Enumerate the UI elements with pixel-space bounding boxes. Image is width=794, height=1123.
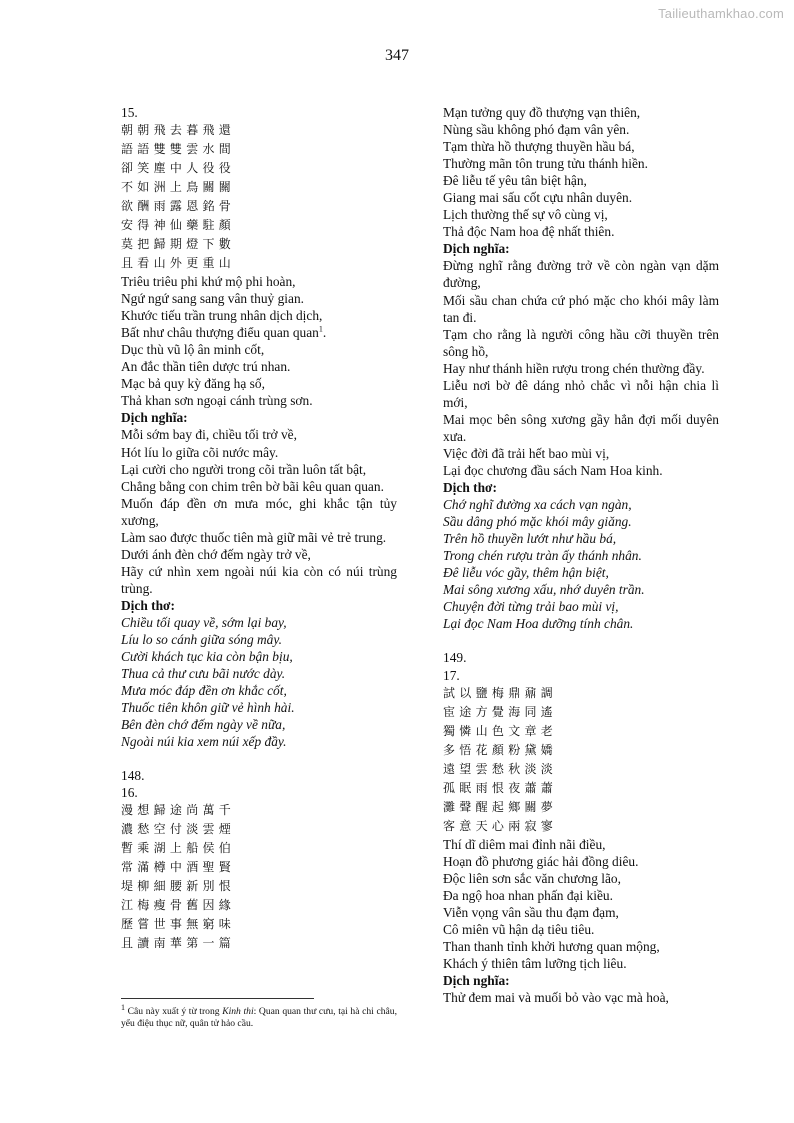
chinese-line: 灘聲醒起鄉關夢	[443, 799, 558, 814]
chinese-line: 不如洲上鳥關關	[121, 180, 236, 195]
poem-line: Chiều tối quay về, sớm lại bay,	[121, 614, 287, 630]
page-number: 347	[385, 47, 409, 64]
meaning-line: Hay như thánh hiền rượu trong chén thường đầy.	[443, 360, 705, 376]
poem-line: Líu lo so cánh giữa sóng mây.	[121, 632, 282, 648]
phonetic-line: Lịch thường thế sự vô cùng vị,	[443, 207, 608, 223]
chinese-text	[121, 121, 397, 273]
footnote-text: : Quan quan thư cưu, tại hà chi châu, yểu điệu thục nữ, quân tử hảo cầu.	[121, 1006, 397, 1029]
sequence-number: 148.	[121, 768, 145, 784]
poem-line: Chớ nghĩ đường xa cách vạn ngàn,	[443, 497, 632, 513]
poem-translation-heading: Dịch thơ:	[443, 480, 497, 496]
chinese-text	[121, 801, 397, 953]
chinese-line: 漫想歸途尚萬千	[121, 803, 236, 818]
phonetic-line-with-footnote: Bất như châu thượng điểu quan quan$^1$.	[121, 324, 327, 341]
phonetic-line: Nùng sầu không phó đạm vân yên.	[443, 122, 630, 138]
phonetic-line: Thí dĩ diêm mai đỉnh nãi điều,	[443, 836, 606, 852]
meaning-line: Đừng nghĩ rằng đường trở về còn ngàn vạn dặm đường,	[443, 258, 719, 291]
poem-translation	[443, 496, 719, 632]
poem-number: 16.	[121, 785, 138, 801]
chinese-line: 朝朝飛去暮飛還	[121, 123, 236, 138]
phonetic-line: Cô miên vũ hận dạ tiêu tiêu.	[443, 921, 595, 937]
poem-line: Thua cả thư cưu bãi nước dày.	[121, 666, 286, 682]
chinese-line: 獨憐山色文章老	[443, 723, 558, 738]
poem-number: 15.	[121, 105, 138, 120]
chinese-text	[443, 684, 719, 836]
poem-line: Bên đèn chớ đếm ngày về nữa,	[121, 717, 286, 733]
phonetic-line: Viễn vọng vân sầu thu đạm đạm,	[443, 904, 619, 920]
chinese-line: 江梅瘦骨舊因緣	[121, 898, 236, 913]
poem-line: Thuốc tiên khôn giữ vẻ hình hài.	[121, 700, 295, 716]
phonetic-line: Giang mai sấu cốt cựu nhân duyên.	[443, 190, 633, 206]
poem-line: Trên hồ thuyền lướt như hầu bá,	[443, 531, 617, 547]
chinese-line: 客意天心兩寂寥	[443, 818, 558, 833]
poem-line: Lại đọc Nam Hoa dưỡng tính chân.	[443, 616, 634, 632]
meaning-line: Mối sầu chan chứa cứ phó mặc cho khói mây làm tan đi.	[443, 292, 719, 325]
chinese-line: 欲酬雨露恩銘骨	[121, 199, 236, 214]
poem-line: Mưa móc đáp đền ơn khắc cốt,	[121, 683, 287, 699]
phonetic-line: Thả khan sơn ngoại cánh trùng sơn.	[121, 393, 313, 409]
left-column	[121, 104, 397, 953]
meaning-line: Lại cười cho người trong cõi trần luôn tất bật,	[121, 461, 367, 477]
poem-translation	[121, 614, 397, 750]
phonetic-line: Đa ngộ hoa nhan phấn đại kiều.	[443, 887, 613, 903]
poem-line: Trong chén rượu tràn ấy thánh nhân.	[443, 548, 642, 564]
chinese-line: 堤柳細腰新別恨	[121, 879, 236, 894]
phonetic-line: Khước tiếu trần trung nhân dịch dịch,	[121, 308, 323, 324]
poem-line: Cười khách tục kia còn bận bịu,	[121, 649, 293, 665]
footnote-text: Câu này xuất ý từ trong	[125, 1006, 223, 1017]
footnote-source: Kinh thi	[222, 1006, 254, 1017]
poem-line: Ngoài núi kia xem núi xếp đầy.	[121, 734, 287, 750]
phonetic-line: Thường mãn tôn trung tửu thánh hiền.	[443, 156, 648, 172]
poem-line: Đê liễu vóc gầy, thêm hận biệt,	[443, 565, 609, 581]
meaning-line: Lại đọc chương đầu sách Nam Hoa kinh.	[443, 462, 663, 478]
chinese-line: 語語雙雙雲水間	[121, 142, 236, 157]
poem-number: 17.	[443, 667, 460, 683]
phonetic-text	[443, 836, 719, 972]
footnote-mark: 1	[121, 1002, 125, 1012]
meaning-heading: Dịch nghĩa:	[443, 972, 510, 988]
meaning-line: Thử đem mai và muối bỏ vào vạc mà hoà,	[443, 989, 669, 1005]
sequence-number: 149.	[443, 650, 467, 666]
footnote-divider	[121, 998, 314, 999]
poem-line: Mai sông xương xấu, nhớ duyên trần.	[443, 582, 645, 598]
meaning-line: Mỗi sớm bay đi, chiều tối trở về,	[121, 427, 297, 443]
footnote-mark: 1	[318, 324, 323, 334]
meaning-line: Việc đời đã trải hết bao mùi vị,	[443, 445, 610, 461]
meaning-line: Dưới ánh đèn chớ đếm ngày trở về,	[121, 546, 311, 562]
watermark: Tailieuthamkhao.com	[658, 6, 784, 21]
meaning-line: Hãy cứ nhìn xem ngoài núi kia còn có núi trùng trùng.	[121, 563, 397, 596]
meaning-line: Muốn đáp đền ơn mưa móc, ghi khắc tận tủy xương,	[121, 495, 397, 528]
chinese-line: 遠望雲愁秋淡淡	[443, 761, 558, 776]
chinese-line: 宦途方覺海同遙	[443, 704, 558, 719]
meaning-line: Mai mọc bên sông xương gầy hẳn đợi mối duyên xưa.	[443, 411, 719, 444]
phonetic-line: Than thanh tỉnh khởi hương quan mộng,	[443, 938, 660, 954]
meaning-heading: Dịch nghĩa:	[121, 410, 188, 426]
meaning-line: Tạm cho rằng là người công hầu cỡi thuyền trên sông hồ,	[443, 326, 719, 359]
meaning-heading: Dịch nghĩa:	[443, 241, 510, 257]
phonetic-line: Triêu triêu phi khứ mộ phi hoàn,	[121, 274, 296, 290]
chinese-line: 濃愁空付淡雲煙	[121, 822, 236, 837]
phonetic-line: Bất như châu thượng điểu quan quan	[121, 325, 319, 341]
phonetic-text	[121, 273, 397, 409]
meaning-line: Làm sao được thuốc tiên mà giữ mãi vẻ trẻ trung.	[121, 529, 387, 545]
phonetic-line: Mạn tưởng quy đồ thượng vạn thiên,	[443, 105, 641, 120]
footnote	[121, 1002, 397, 1030]
poem-line: Chuyện đời từng trải bao mùi vị,	[443, 599, 619, 615]
chinese-line: 卻笑塵中人役役	[121, 161, 236, 176]
phonetic-line: Tạm thừa hồ thượng thuyền hầu bá,	[443, 139, 635, 155]
meaning-line: Chẳng bằng con chim trên bờ bãi kêu quan quan.	[121, 478, 384, 494]
poem-translation-heading: Dịch thơ:	[121, 597, 175, 613]
phonetic-line: Khách ý thiên tâm lưỡng tịch liêu.	[443, 955, 627, 971]
phonetic-line: Đê liễu tế yêu tân biệt hận,	[443, 173, 587, 189]
meaning-line: Hót líu lo giữa cõi nước mây.	[121, 444, 279, 460]
chinese-line: 常滿樽中酒聖賢	[121, 860, 236, 875]
chinese-line: 試以鹽梅鼎鼐調	[443, 685, 558, 700]
phonetic-line: Hoạn đồ phương giác hải đồng diêu.	[443, 853, 639, 869]
phonetic-line: Thả độc Nam hoa đệ nhất thiên.	[443, 224, 615, 240]
chinese-line: 暫乘湖上船侯伯	[121, 841, 236, 856]
phonetic-line: Độc liên sơn sắc văn chương lão,	[443, 870, 621, 886]
meaning-text	[121, 426, 397, 596]
chinese-line: 莫把歸期燈下數	[121, 237, 236, 252]
phonetic-line: Mạc bả quy kỳ đăng hạ số,	[121, 376, 265, 392]
phonetic-line: Ngứ ngứ sang sang vân thuỷ gian.	[121, 291, 304, 307]
phonetic-line: An đắc thần tiên dược trú nhan.	[121, 359, 291, 375]
meaning-text	[443, 257, 719, 479]
phonetic-line: Dục thù vũ lộ ân minh cốt,	[121, 342, 265, 358]
right-column	[443, 104, 719, 1006]
chinese-line: 孤眠雨恨夜蕭蕭	[443, 780, 558, 795]
chinese-line: 多悟花顏粉黛嬌	[443, 742, 558, 757]
chinese-line: 安得神仙藥駐顏	[121, 218, 236, 233]
meaning-line: Liễu nơi bờ đê dáng nhỏ chắc vì nỗi hận chia lì mới,	[443, 377, 719, 410]
chinese-line: 且看山外更重山	[121, 256, 236, 271]
poem-line: Sầu dâng phó mặc khói mây giăng.	[443, 514, 632, 530]
chinese-line: 歷嘗世事無窮味	[121, 917, 236, 932]
phonetic-text	[443, 104, 719, 240]
chinese-line: 且讀南華第一篇	[121, 936, 236, 951]
